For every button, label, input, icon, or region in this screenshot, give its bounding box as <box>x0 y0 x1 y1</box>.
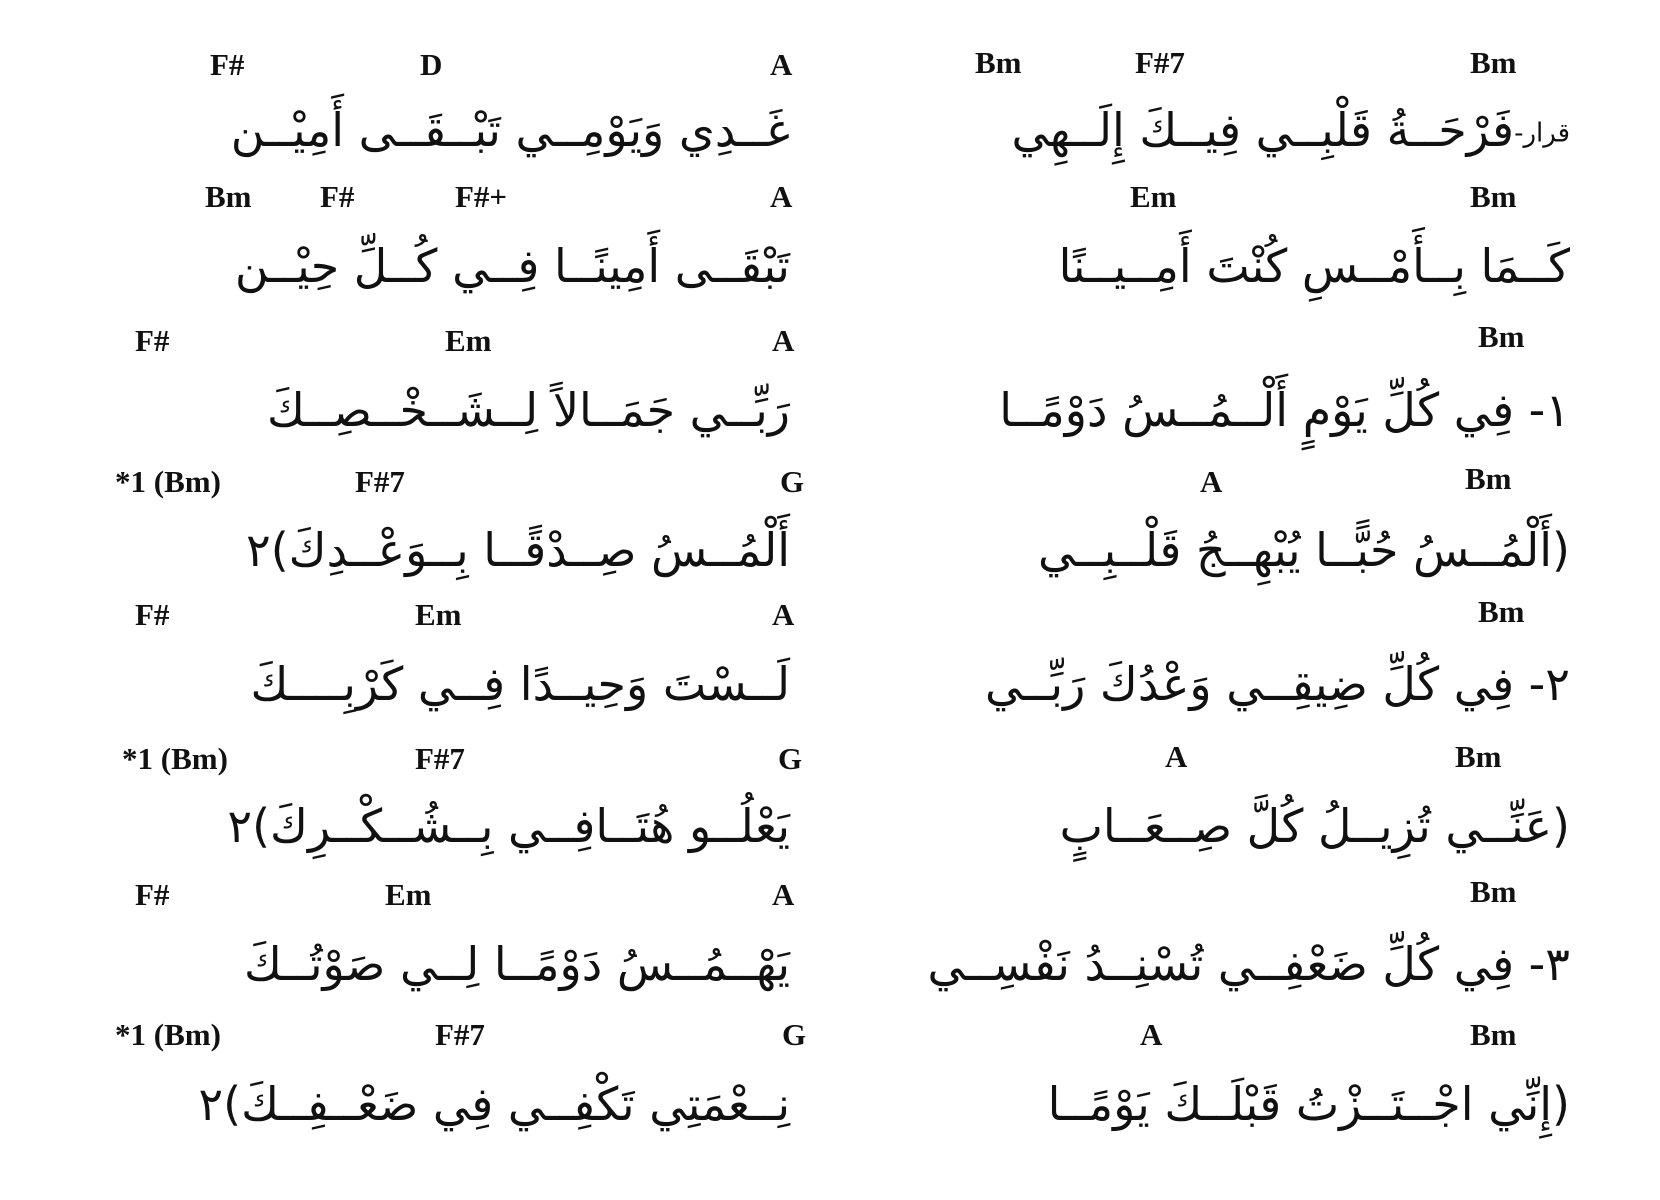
chord-label: A <box>770 179 793 214</box>
lyric-line-left: نِــعْمَتِي تَكْفِــي فِي ضَعْــفِــكَ)٢ <box>198 1077 790 1131</box>
chord-label: Bm <box>1478 594 1525 629</box>
chord-label: F# <box>135 323 170 358</box>
chord-label: *1 (Bm) <box>115 464 221 499</box>
chord-label: F# <box>320 179 355 214</box>
chord-label: Bm <box>975 45 1022 80</box>
lyric-text: فَرْحَــةُ قَلْبِــي فِيــكَ إِلَــهِي <box>1011 103 1515 157</box>
chord-label: F# <box>135 877 170 912</box>
lyric-line-left: يَهْــمُــسُ دَوْمًــا لِــي صَوْتُــكَ <box>244 937 790 991</box>
chord-label: A <box>1200 464 1223 499</box>
lyric-line-right: ١- فِي كُلِّ يَوْمٍ أَلْــمُــسُ دَوْمًــا <box>999 383 1570 437</box>
lyric-line-right: (عَنِّــي تُزِيــلُ كُلَّ صِــعَــابٍ <box>1059 799 1570 853</box>
lyric-line-right: ٣- فِي كُلِّ ضَعْفِــي تُسْنِــدُ نَفْسِــي <box>927 937 1570 991</box>
chord-label: Em <box>415 597 462 632</box>
lyric-line-right <box>890 100 1570 164</box>
lyric-line-left: تَبْقَــى أَمِينًــا فِــي كُــلِّ حِيْــن <box>234 239 790 293</box>
chord-label: F#7 <box>1135 45 1185 80</box>
chord-label: Bm <box>1478 319 1525 354</box>
chord-label: Em <box>1130 179 1177 214</box>
chord-label: Bm <box>205 179 252 214</box>
chord-label: Bm <box>1470 874 1517 909</box>
chord-label: A <box>772 877 795 912</box>
chord-label: Bm <box>1465 461 1512 496</box>
chord-label: Bm <box>1470 1017 1517 1052</box>
chord-label: Bm <box>1470 45 1517 80</box>
chord-label: D <box>420 47 443 82</box>
lyric-line-left: يَعْلُــو هُتَــافِــي بِــشُــكْــرِكَ)٢ <box>227 799 790 853</box>
chord-label: G <box>780 464 805 499</box>
lyric-line-right: ٢- فِي كُلِّ ضِيقِــي وَعْدُكَ رَبِّــي <box>984 657 1570 711</box>
chord-label: A <box>772 323 795 358</box>
chord-label: Em <box>385 877 432 912</box>
chord-label: F#+ <box>455 179 508 214</box>
chord-label: Bm <box>1455 739 1502 774</box>
chord-label: A <box>772 597 795 632</box>
lyric-line-right: كَــمَا بِــأَمْــسِ كُنْتَ أَمِــيــنًا <box>1058 239 1570 293</box>
chord-label: F#7 <box>435 1017 485 1052</box>
refrain-marker: قرار- <box>1514 118 1570 149</box>
chord-label: Bm <box>1470 179 1517 214</box>
chord-label: F# <box>210 47 245 82</box>
chord-label: A <box>1140 1017 1163 1052</box>
chord-label: Em <box>445 323 492 358</box>
chord-label: *1 (Bm) <box>115 1017 221 1052</box>
lyric-line-left: رَبِّــي جَمَــالاً لِــشَــخْــصِــكَ <box>266 383 790 437</box>
lyric-line-right: (أَلْمُــسُ حُبًّــا يُبْهِــجُ قَلْــبِــي <box>1038 523 1570 577</box>
lyric-line-left: غَــدِي وَيَوْمِــي تَبْــقَــى أَمِيْــن <box>230 103 790 157</box>
lyric-line-left: أَلْمُــسُ صِــدْقًــا بِــوَعْــدِكَ)٢ <box>246 523 790 577</box>
chord-label: F#7 <box>415 741 465 776</box>
lyric-line-left: لَــسْتَ وَحِيــدًا فِــي كَرْبِــــكَ <box>250 657 790 711</box>
chord-label: A <box>770 47 793 82</box>
chord-label: F#7 <box>355 464 405 499</box>
chord-label: G <box>782 1017 807 1052</box>
chord-label: *1 (Bm) <box>122 741 228 776</box>
chord-label: A <box>1165 739 1188 774</box>
chord-label: G <box>778 741 803 776</box>
chord-label: F# <box>135 597 170 632</box>
lyric-line-right: (إِنِّي اجْــتَــزْتُ قَبْلَــكَ يَوْمًــا <box>1047 1077 1570 1131</box>
